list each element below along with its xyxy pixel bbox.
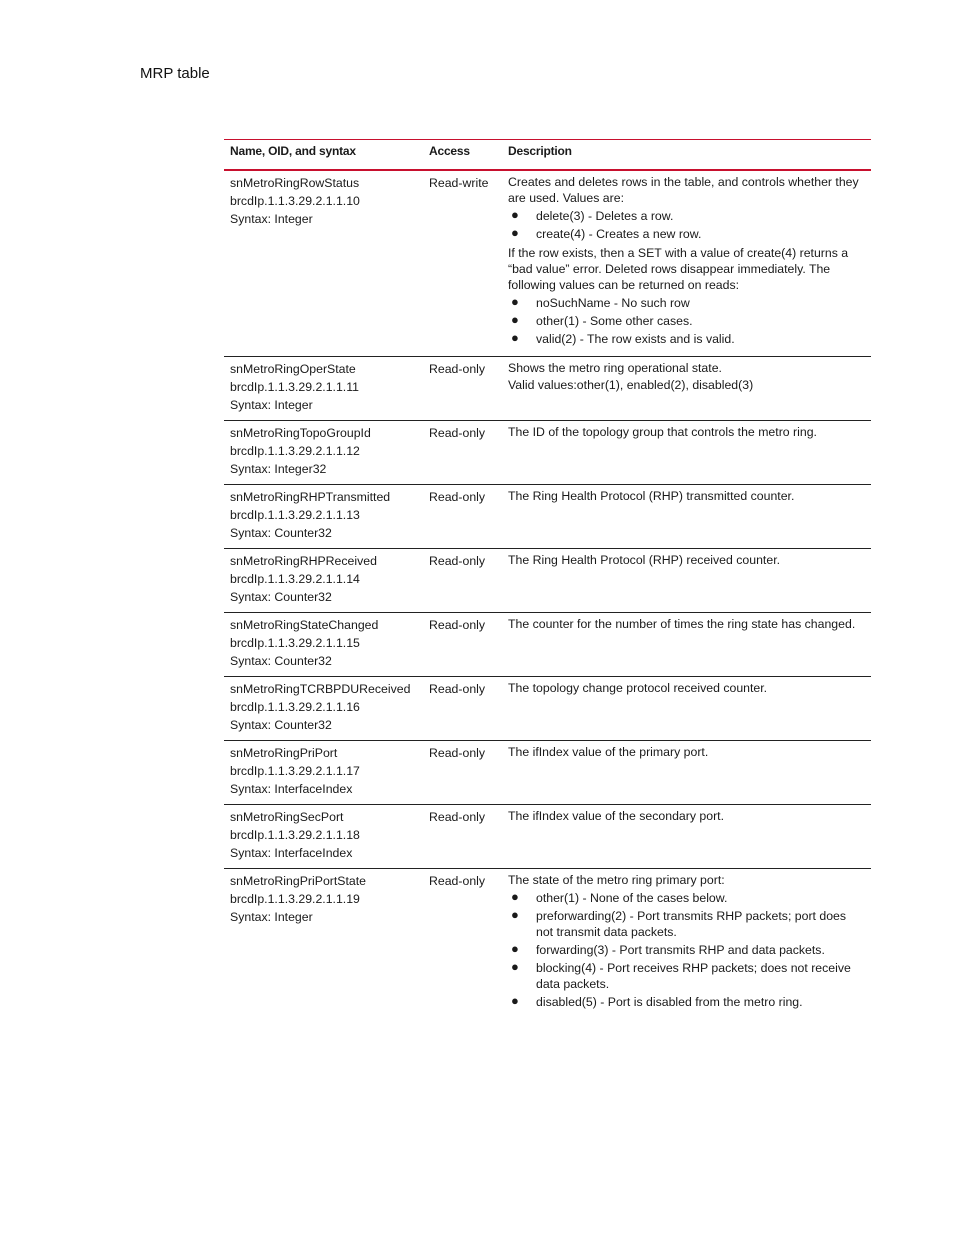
cell-description xyxy=(502,421,871,485)
cell-description xyxy=(502,741,871,805)
cell-access: Read-only xyxy=(423,741,502,805)
object-oid: brcdIp.1.1.3.29.2.1.1.18 xyxy=(230,828,360,842)
object-name: snMetroRingTopoGroupId xyxy=(230,426,371,440)
header-name-oid-syntax: Name, OID, and syntax xyxy=(224,140,423,171)
value-text: valid(2) - The row exists and is valid. xyxy=(536,332,735,346)
description-text: Valid values:other(1), enabled(2), disabled(3) xyxy=(508,378,754,392)
value-list xyxy=(508,890,865,1010)
bullet-icon: ● xyxy=(511,312,519,327)
cell-access: Read-only xyxy=(423,357,502,421)
cell-name-oid-syntax xyxy=(224,869,423,1020)
object-name: snMetroRingSecPort xyxy=(230,810,344,824)
bullet-icon: ● xyxy=(511,225,519,240)
cell-name-oid-syntax xyxy=(224,613,423,677)
cell-name-oid-syntax xyxy=(224,549,423,613)
value-text: disabled(5) - Port is disabled from the metro ring. xyxy=(536,995,803,1009)
object-syntax: Syntax: Integer xyxy=(230,398,313,412)
object-syntax: Syntax: Counter32 xyxy=(230,590,332,604)
cell-name-oid-syntax xyxy=(224,421,423,485)
cell-name-oid-syntax xyxy=(224,357,423,421)
value-list-item xyxy=(508,226,865,242)
object-name: snMetroRingRowStatus xyxy=(230,176,360,190)
description-text: The ifIndex value of the primary port. xyxy=(508,745,709,759)
bullet-icon: ● xyxy=(511,207,519,222)
description-text: The ID of the topology group that controls the metro ring. xyxy=(508,425,817,439)
cell-description xyxy=(502,869,871,1020)
value-text: preforwarding(2) - Port transmits RHP packets; port does not transmit data packets. xyxy=(536,909,847,939)
description-text: The Ring Health Protocol (RHP) received counter. xyxy=(508,553,781,567)
cell-name-oid-syntax xyxy=(224,741,423,805)
bullet-icon: ● xyxy=(511,907,519,922)
table-row xyxy=(224,170,871,357)
cell-description xyxy=(502,805,871,869)
cell-description xyxy=(502,170,871,357)
bullet-icon: ● xyxy=(511,941,519,956)
table-header-row xyxy=(224,140,871,171)
description-text: Shows the metro ring operational state. xyxy=(508,361,722,375)
description-text: The counter for the number of times the ring state has changed. xyxy=(508,617,856,631)
table-row xyxy=(224,805,871,869)
cell-access: Read-only xyxy=(423,421,502,485)
object-oid: brcdIp.1.1.3.29.2.1.1.14 xyxy=(230,572,360,586)
table-row xyxy=(224,357,871,421)
object-syntax: Syntax: Integer xyxy=(230,910,313,924)
value-list-item xyxy=(508,890,865,906)
table-row xyxy=(224,485,871,549)
description-text: The state of the metro ring primary port: xyxy=(508,873,725,887)
cell-access: Read-only xyxy=(429,874,486,888)
header-access: Access xyxy=(423,140,502,171)
object-oid: brcdIp.1.1.3.29.2.1.1.10 xyxy=(230,194,360,208)
bullet-icon: ● xyxy=(511,959,519,974)
cell-access: Read-only xyxy=(423,613,502,677)
cell-name-oid-syntax xyxy=(224,485,423,549)
cell-name-oid-syntax xyxy=(224,677,423,741)
cell-access: Read-only xyxy=(423,677,502,741)
table-row xyxy=(224,549,871,613)
value-list-item xyxy=(508,908,865,940)
running-head: MRP table xyxy=(140,65,210,82)
cell-description xyxy=(502,549,871,613)
object-syntax: Syntax: Counter32 xyxy=(230,718,332,732)
object-oid: brcdIp.1.1.3.29.2.1.1.11 xyxy=(230,380,359,394)
object-syntax: Syntax: Integer xyxy=(230,212,313,226)
description-text: The ifIndex value of the secondary port. xyxy=(508,809,725,823)
description-text: The Ring Health Protocol (RHP) transmitted counter. xyxy=(508,489,795,503)
value-text: forwarding(3) - Port transmits RHP and data packets. xyxy=(536,943,825,957)
object-name: snMetroRingOperState xyxy=(230,362,356,376)
value-list-item xyxy=(508,295,865,311)
object-oid: brcdIp.1.1.3.29.2.1.1.12 xyxy=(230,444,360,458)
bullet-icon: ● xyxy=(511,330,519,345)
object-name: snMetroRingRHPTransmitted xyxy=(230,490,391,504)
object-oid: brcdIp.1.1.3.29.2.1.1.15 xyxy=(230,636,360,650)
cell-description xyxy=(502,485,871,549)
table-row xyxy=(224,869,871,1020)
object-syntax: Syntax: Counter32 xyxy=(230,526,332,540)
cell-access: Read-write xyxy=(423,170,502,357)
object-syntax: Syntax: Integer32 xyxy=(230,462,327,476)
object-name: snMetroRingRHPReceived xyxy=(230,554,377,568)
value-text: other(1) - Some other cases. xyxy=(536,314,693,328)
value-list-item xyxy=(508,313,865,329)
table-row xyxy=(224,421,871,485)
value-list xyxy=(508,295,865,347)
value-list-item xyxy=(508,960,865,992)
cell-name-oid-syntax xyxy=(224,805,423,869)
cell-description xyxy=(502,357,871,421)
table-row xyxy=(224,741,871,805)
bullet-icon: ● xyxy=(511,889,519,904)
header-description: Description xyxy=(502,140,871,171)
value-text: blocking(4) - Port receives RHP packets; does not receive data packets. xyxy=(536,961,851,991)
value-list xyxy=(508,208,865,242)
value-text: other(1) - None of the cases below. xyxy=(536,891,728,905)
object-oid: brcdIp.1.1.3.29.2.1.1.13 xyxy=(230,508,360,522)
cell-name-oid-syntax xyxy=(224,170,423,357)
object-oid: brcdIp.1.1.3.29.2.1.1.16 xyxy=(230,700,360,714)
cell-description xyxy=(502,613,871,677)
table-row xyxy=(224,613,871,677)
description-text: If the row exists, then a SET with a value of create(4) returns a “bad value” error. Deleted rows disappear immediately. The following values can be returned on reads: xyxy=(508,246,849,292)
value-text: delete(3) - Deletes a row. xyxy=(536,209,674,223)
object-syntax: Syntax: Counter32 xyxy=(230,654,332,668)
cell-access: Read-only xyxy=(423,549,502,613)
bullet-icon: ● xyxy=(511,294,519,309)
object-name: snMetroRingStateChanged xyxy=(230,618,379,632)
value-text: noSuchName - No such row xyxy=(536,296,690,310)
value-text: create(4) - Creates a new row. xyxy=(536,227,702,241)
value-list-item xyxy=(508,331,865,347)
cell-access: Read-only xyxy=(423,805,502,869)
object-name: snMetroRingPriPortState xyxy=(230,874,367,888)
object-oid: brcdIp.1.1.3.29.2.1.1.17 xyxy=(230,764,360,778)
description-text: The topology change protocol received counter. xyxy=(508,681,768,695)
cell-description xyxy=(502,677,871,741)
bullet-icon: ● xyxy=(511,993,519,1008)
value-list-item xyxy=(508,208,865,224)
value-list-item xyxy=(508,942,865,958)
value-list-item xyxy=(508,994,865,1010)
object-syntax: Syntax: InterfaceIndex xyxy=(230,846,353,860)
object-syntax: Syntax: InterfaceIndex xyxy=(230,782,353,796)
table-row xyxy=(224,677,871,741)
cell-access: Read-only xyxy=(423,485,502,549)
object-name: snMetroRingPriPort xyxy=(230,746,338,760)
object-name: snMetroRingTCRBPDUReceived xyxy=(230,682,411,696)
object-oid: brcdIp.1.1.3.29.2.1.1.19 xyxy=(230,892,360,906)
mrp-mib-table xyxy=(224,139,871,1019)
description-text: Creates and deletes rows in the table, and controls whether they are used. Values are: xyxy=(508,175,859,205)
